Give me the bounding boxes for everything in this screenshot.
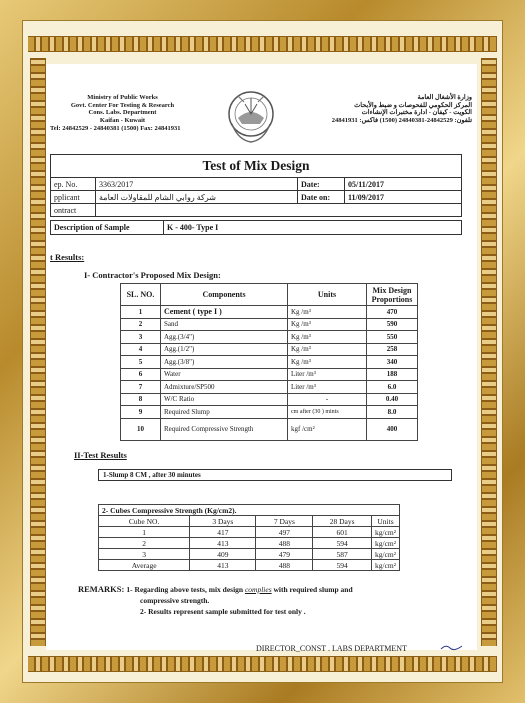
proportion: 8.0 <box>367 406 418 419</box>
test-results-heading: II-Test Results <box>74 450 127 460</box>
unit: Kg /m³ <box>288 306 367 319</box>
table-row <box>121 381 418 394</box>
sample-table <box>50 220 462 235</box>
header-line: Ministry of Public Works <box>87 94 158 101</box>
cell: 413 <box>190 538 256 549</box>
remark-2: 2- Results represent sample submitted for test only . <box>140 607 306 616</box>
cell: 497 <box>256 527 313 538</box>
cubes-heading: 2- Cubes Compressive Strength (Kg/cm2). <box>99 505 400 516</box>
cell: 413 <box>190 560 256 571</box>
cubes-strength-table <box>98 504 400 571</box>
remark-1 <box>126 585 352 594</box>
component: Agg.(3/8") <box>161 356 288 369</box>
component: Agg.(3/4") <box>161 331 288 344</box>
report-info-table <box>50 177 462 217</box>
ministry-header-ar <box>290 94 472 124</box>
header-tel: تلفون: 24842529-24840381 (1500) فاكس: 24841931 <box>331 116 472 124</box>
cell: 409 <box>190 549 256 560</box>
remarks-label: REMARKS: <box>78 584 125 594</box>
proportion: 0.40 <box>367 393 418 406</box>
date-value: 05/11/2017 <box>345 178 462 191</box>
header-line: Govt. Center For Testing & Research <box>70 101 175 109</box>
cell: kg/cm² <box>372 549 400 560</box>
header-line: وزارة الأشغال العامة <box>417 94 472 101</box>
sample-value: K - 400- Type I <box>164 221 462 235</box>
cube-no: Average <box>99 560 190 571</box>
cell: 594 <box>313 560 372 571</box>
component: Required Slump <box>161 406 288 419</box>
kuwait-emblem-icon <box>218 84 284 150</box>
cube-no: 1 <box>99 527 190 538</box>
sl-no: 9 <box>121 406 161 419</box>
ornament-band-top <box>28 36 497 52</box>
unit: Kg /m³ <box>288 331 367 344</box>
sl-no: 5 <box>121 356 161 369</box>
col-header: Units <box>372 516 400 527</box>
unit: Kg /m³ <box>288 356 367 369</box>
cube-no: 3 <box>99 549 190 560</box>
remark-1-verdict: complies <box>244 585 272 594</box>
proportion: 550 <box>367 331 418 344</box>
sample-label: Description of Sample <box>51 221 164 235</box>
sl-no: 1 <box>121 306 161 319</box>
unit: cm after (30 ) mints <box>288 406 367 419</box>
col-header: Mix Design Proportions <box>367 284 418 306</box>
remarks-block <box>78 584 468 617</box>
applicant-value: شركة روابي الشام للمقاولات العامة <box>96 191 298 204</box>
component: W/C Ratio <box>161 393 288 406</box>
cell: 587 <box>313 549 372 560</box>
date-on-value: 11/09/2017 <box>345 191 462 204</box>
unit: kgf /cm² <box>288 418 367 440</box>
table-row <box>121 343 418 356</box>
table-row <box>121 406 418 419</box>
proportion: 188 <box>367 368 418 381</box>
cell: 488 <box>256 560 313 571</box>
rep-no-label: ep. No. <box>51 178 96 191</box>
report-page <box>46 64 477 653</box>
table-row <box>121 393 418 406</box>
table-row <box>121 368 418 381</box>
col-header: SL. NO. <box>121 284 161 306</box>
component: Water <box>161 368 288 381</box>
component: Required Compressive Strength <box>161 418 288 440</box>
table-row <box>99 527 400 538</box>
cell: 601 <box>313 527 372 538</box>
table-row <box>99 538 400 549</box>
sl-no: 2 <box>121 318 161 331</box>
col-header: Components <box>161 284 288 306</box>
unit: Liter /m³ <box>288 368 367 381</box>
unit: - <box>288 393 367 406</box>
cell: kg/cm² <box>372 560 400 571</box>
component: Sand <box>161 318 288 331</box>
col-header: 28 Days <box>313 516 372 527</box>
table-row <box>121 306 418 319</box>
signature-mark-icon <box>440 642 464 652</box>
mix-design-heading: I- Contractor's Proposed Mix Design: <box>84 270 221 280</box>
remark-1-text: with required slump and <box>273 585 353 594</box>
header-line: Cons. Labs. Department <box>88 109 157 117</box>
table-row <box>121 356 418 369</box>
col-header: 3 Days <box>190 516 256 527</box>
proportion: 400 <box>367 418 418 440</box>
cell: kg/cm² <box>372 538 400 549</box>
sl-no: 8 <box>121 393 161 406</box>
component: Cement ( type I ) <box>161 306 288 319</box>
table-row <box>99 549 400 560</box>
ornament-band-right <box>481 58 497 646</box>
proportion: 340 <box>367 356 418 369</box>
component: Admixture/SP500 <box>161 381 288 394</box>
cell: kg/cm² <box>372 527 400 538</box>
header-tel: Tel: 24842529 - 24840381 (1500) Fax: 24841931 <box>50 125 181 133</box>
table-row <box>121 418 418 440</box>
contract-label: ontract <box>51 204 96 217</box>
sl-no: 4 <box>121 343 161 356</box>
ornament-band-left <box>30 58 46 646</box>
remark-1-text: 1- Regarding above tests, mix design <box>126 585 244 594</box>
contract-value <box>96 204 462 217</box>
director-signature-line: DIRECTOR_CONST . LABS DEPARTMENT <box>256 644 407 653</box>
mix-design-table <box>120 283 418 441</box>
remark-1-cont: compressive strength. <box>140 596 210 605</box>
rep-no-value: 3363/2017 <box>96 178 298 191</box>
date-label: Date: <box>298 178 345 191</box>
slump-result: 1-Slump 8 CM , after 30 minutes <box>98 469 452 481</box>
header-line: المركز الحكومي للفحوصات و ضبط والأبحاث <box>354 101 472 109</box>
col-header: Cube NO. <box>99 516 190 527</box>
table-row <box>121 318 418 331</box>
header-line: Kaifan - Kuwait <box>99 116 146 124</box>
proportion: 258 <box>367 343 418 356</box>
proportion: 470 <box>367 306 418 319</box>
proportion: 590 <box>367 318 418 331</box>
sl-no: 3 <box>121 331 161 344</box>
col-header: 7 Days <box>256 516 313 527</box>
col-header: Units <box>288 284 367 306</box>
results-heading: t Results: <box>50 252 85 262</box>
header-line: الكويت - كيفان - ادارة مختبرات الإنشاءات <box>361 109 472 117</box>
sl-no: 7 <box>121 381 161 394</box>
unit: Kg /m³ <box>288 343 367 356</box>
cell: 488 <box>256 538 313 549</box>
proportion: 6.0 <box>367 381 418 394</box>
unit: Kg /m³ <box>288 318 367 331</box>
cube-no: 2 <box>99 538 190 549</box>
sl-no: 6 <box>121 368 161 381</box>
ornament-band-bottom <box>28 656 497 672</box>
applicant-label: pplicant <box>51 191 96 204</box>
table-row <box>99 560 400 571</box>
table-row <box>121 331 418 344</box>
cell: 417 <box>190 527 256 538</box>
cell: 479 <box>256 549 313 560</box>
component: Agg.(1/2") <box>161 343 288 356</box>
report-title: Test of Mix Design <box>50 154 462 177</box>
ministry-header-en <box>50 94 195 133</box>
unit: Liter /m³ <box>288 381 367 394</box>
cell: 594 <box>313 538 372 549</box>
sl-no: 10 <box>121 418 161 440</box>
date-on-label: Date on: <box>298 191 345 204</box>
